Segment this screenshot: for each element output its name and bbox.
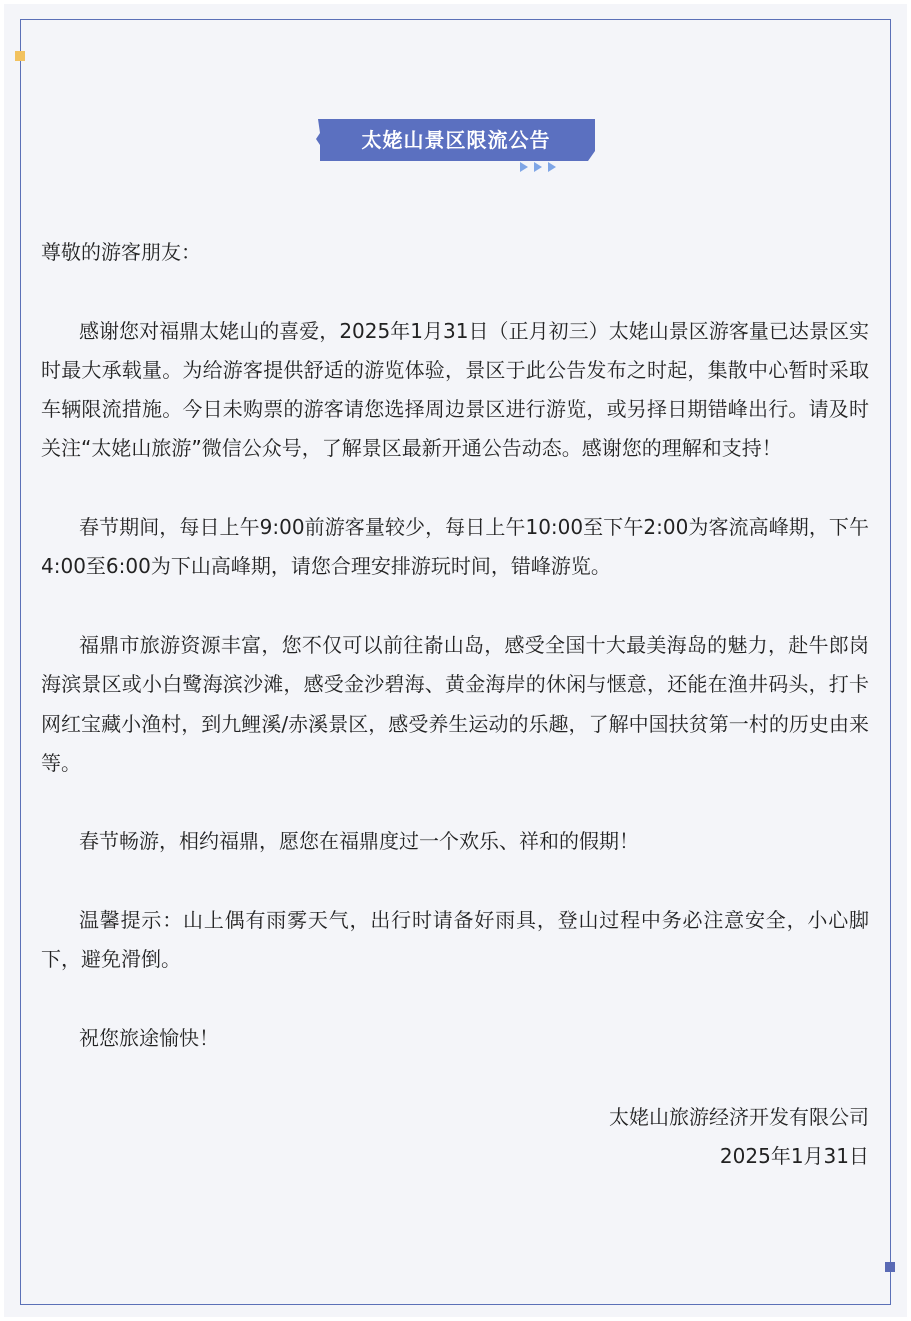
corner-square-yellow [15,51,25,61]
arrow-icon [534,162,542,172]
arrow-icon [548,162,556,172]
paragraph-5: 温馨提示：山上偶有雨雾天气，出行时请备好雨具，登山过程中务必注意安全，小心脚下，避免滑倒。 [41,908,869,972]
greeting: 尊敬的游客朋友： [41,240,201,264]
paragraph-2: 春节期间，每日上午9:00前游客量较少，每日上午10:00至下午2:00为客流高峰期，下午4:00至6:00为下山高峰期，请您合理安排游玩时间，错峰游览。 [41,515,869,579]
notice-body [41,233,869,1176]
corner-square-blue [885,1262,895,1272]
title-banner [312,113,600,175]
signature-company: 太姥山旅游经济开发有限公司 [609,1104,869,1129]
notice-title: 太姥山景区限流公告 [361,128,551,152]
arrow-icon [520,162,528,172]
signature-date: 2025年1月31日 [719,1143,869,1168]
paragraph-3: 福鼎市旅游资源丰富，您不仅可以前往嵛山岛，感受全国十大最美海岛的魅力，赴牛郎岗海滨景区或小白鹭海滨沙滩，感受金沙碧海、黄金海岸的休闲与惬意，还能在渔井码头，打卡网红宝藏小渔村，到九鲤溪/赤溪景区，感受养生运动的乐趣，了解中国扶贫第一村的历史由来等。 [41,632,869,775]
paragraph-4: 春节畅游，相约福鼎，愿您在福鼎度过一个欢乐、祥和的假期！ [79,829,639,854]
paragraph-6: 祝您旅途愉快！ [79,1025,219,1050]
paragraph-1: 感谢您对福鼎太姥山的喜爱，2025年1月31日（正月初三）太姥山景区游客量已达景区实时最大承载量。为给游客提供舒适的游览体验，景区于此公告发布之时起，集散中心暂时采取车辆限流措施。今日未购票的游客请您选择周边景区进行游览，或另择日期错峰出行。请及时关注“太姥山旅游”微信公众号，了解景区最新开通公告动态。感谢您的理解和支持！ [41,318,869,461]
